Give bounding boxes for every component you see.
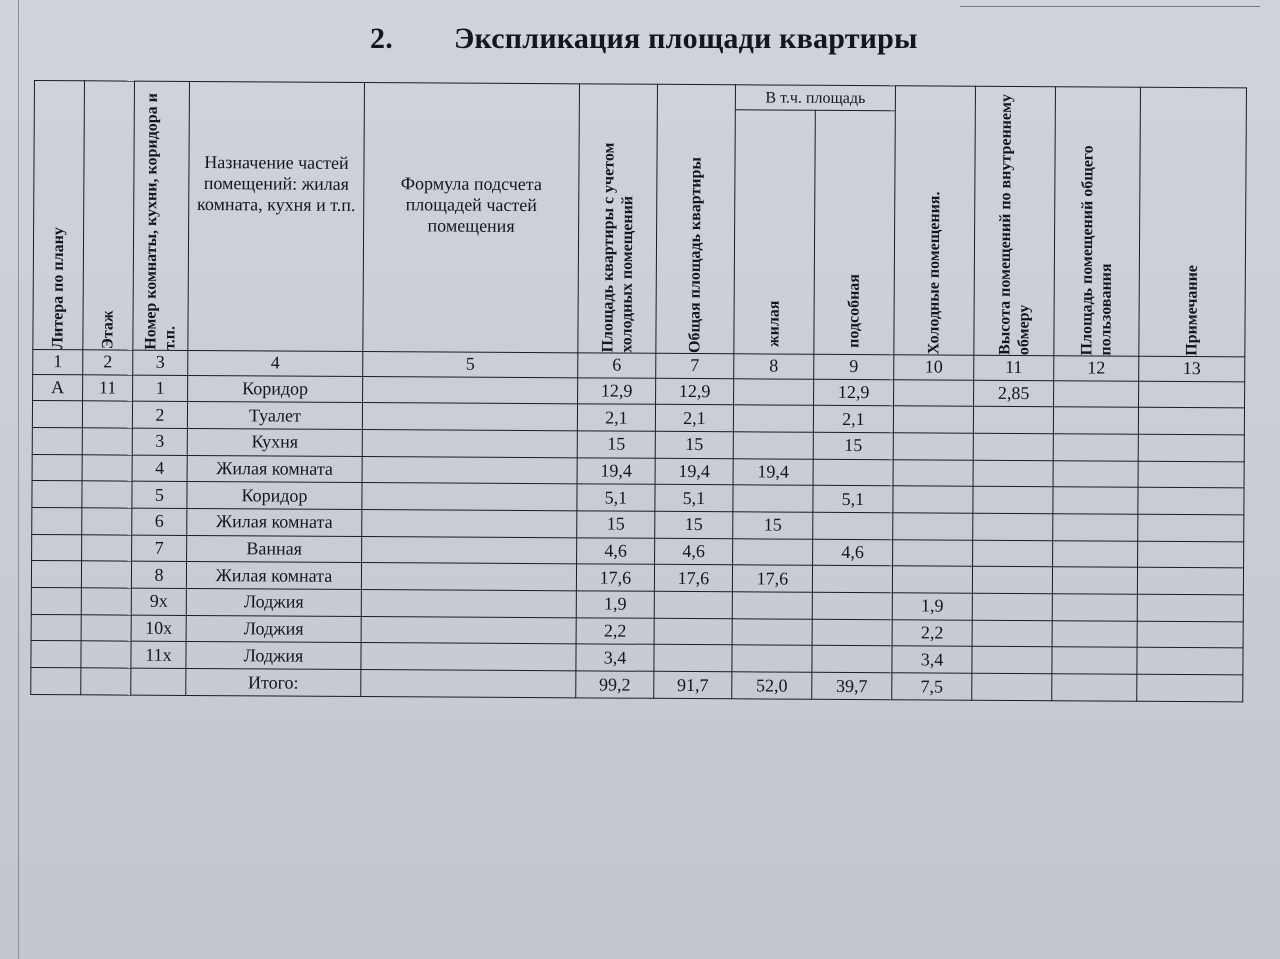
header-row-1 — [34, 81, 1246, 113]
cell-note — [1138, 408, 1244, 435]
cell-height — [973, 433, 1053, 460]
cell-note — [1138, 434, 1244, 461]
cell-cold-rooms — [893, 459, 973, 486]
cell-naznachenie: Туалет — [187, 402, 362, 430]
cell-etazh — [81, 668, 131, 695]
column-number: 11 — [974, 355, 1054, 380]
cell-naznachenie: Жилая комната — [187, 508, 362, 536]
cell-area-living — [732, 619, 812, 646]
cell-cold-rooms — [893, 539, 973, 566]
column-number: 2 — [83, 350, 133, 375]
cell-area-living — [733, 432, 813, 459]
header-obshchaya: Общая площадь квартиры — [656, 84, 736, 353]
cell-area-auxiliary: 4,6 — [813, 539, 893, 566]
cell-area-total-cold: 3,4 — [576, 644, 654, 671]
cell-area-living: 19,4 — [733, 458, 813, 485]
cell-naznachenie: Жилая комната — [187, 455, 362, 483]
cell-note — [1137, 621, 1243, 648]
cell-height — [972, 593, 1052, 620]
cell-cold-rooms — [892, 566, 972, 593]
cell-nomer: 1 — [133, 375, 188, 402]
cell-nomer: 3 — [132, 428, 187, 455]
cell-area-auxiliary — [812, 566, 892, 593]
cell-litera — [32, 401, 82, 428]
header-etazh: Этаж — [83, 81, 135, 350]
cell-area-living — [732, 645, 812, 672]
cell-litera — [31, 641, 81, 668]
page-edge — [18, 0, 19, 959]
cell-area-living: 15 — [733, 512, 813, 539]
cell-common-area — [1053, 407, 1138, 434]
cell-area-auxiliary — [813, 459, 893, 486]
cell-naznachenie: Итого: — [186, 669, 361, 697]
cell-etazh — [82, 481, 132, 508]
header-holodnye: Холодные помещения. — [894, 86, 976, 355]
cell-height — [972, 673, 1052, 700]
cell-area-total-cold: 15 — [577, 511, 655, 538]
cell-litera — [32, 427, 82, 454]
column-number: 5 — [363, 352, 578, 378]
cell-cold-rooms — [893, 486, 973, 513]
cell-etazh: 11 — [83, 374, 133, 401]
cell-height — [973, 487, 1053, 514]
header-naznachenie: Назначение частей помещений: жилая комната, кухня и т.п. — [188, 81, 365, 351]
cell-area-total-cold: 4,6 — [577, 538, 655, 565]
cell-formula — [361, 643, 576, 671]
cell-common-area — [1052, 594, 1137, 621]
header-v-tch: В т.ч. площадь — [735, 85, 895, 111]
cell-naznachenie: Жилая комната — [186, 562, 361, 590]
cell-area-total-cold: 2,1 — [577, 404, 655, 431]
cell-area-total-cold: 99,2 — [576, 671, 654, 698]
cell-etazh — [82, 428, 132, 455]
cell-formula — [363, 376, 578, 404]
cell-etazh — [82, 508, 132, 535]
column-number: 13 — [1139, 356, 1245, 381]
cell-area-total: 17,6 — [654, 565, 732, 592]
cell-common-area — [1053, 434, 1138, 461]
section-number: 2. — [370, 22, 393, 55]
cell-litera — [31, 588, 81, 615]
cell-area-living — [733, 405, 813, 432]
cell-nomer: 11х — [131, 642, 186, 669]
cell-area-total: 5,1 — [655, 485, 733, 512]
cell-area-auxiliary — [812, 646, 892, 673]
cell-cold-rooms — [894, 379, 974, 406]
cell-formula — [361, 616, 576, 644]
cell-area-total — [654, 645, 732, 672]
cell-area-auxiliary: 2,1 — [813, 406, 893, 433]
cell-naznachenie: Коридор — [188, 375, 363, 403]
cell-formula — [361, 563, 576, 591]
cell-height — [973, 513, 1053, 540]
cell-height — [972, 620, 1052, 647]
column-number: 7 — [656, 353, 734, 378]
cell-etazh — [82, 534, 132, 561]
cell-area-living: 17,6 — [732, 565, 812, 592]
cell-litera — [31, 561, 81, 588]
cell-height — [973, 406, 1053, 433]
header-obshchego: Площадь помещений общего пользования — [1054, 87, 1141, 357]
cell-naznachenie: Коридор — [187, 482, 362, 510]
cell-formula — [361, 590, 576, 618]
cell-litera: А — [33, 374, 83, 401]
cell-naznachenie: Ванная — [187, 535, 362, 563]
cell-area-total-cold: 12,9 — [578, 377, 656, 404]
cell-cold-rooms: 2,2 — [892, 620, 972, 647]
cell-formula — [361, 670, 576, 698]
cell-height — [972, 647, 1052, 674]
cell-nomer: 10х — [131, 615, 186, 642]
cell-nomer: 6 — [132, 508, 187, 535]
cell-common-area — [1052, 674, 1137, 701]
cell-area-total: 15 — [655, 511, 733, 538]
cell-area-auxiliary: 39,7 — [812, 672, 892, 699]
cell-area-total-cold: 17,6 — [576, 564, 654, 591]
column-number: 3 — [133, 350, 188, 375]
section-title: Экспликация площади квартиры — [454, 22, 918, 55]
column-number: 10 — [894, 355, 974, 380]
cell-note — [1138, 514, 1244, 541]
column-number: 9 — [814, 354, 894, 379]
cell-cold-rooms — [893, 433, 973, 460]
cell-note — [1137, 648, 1243, 675]
cell-area-living — [733, 485, 813, 512]
cell-litera — [31, 614, 81, 641]
cell-note — [1137, 674, 1243, 702]
cell-cold-rooms: 1,9 — [892, 593, 972, 620]
cell-common-area — [1054, 380, 1139, 407]
cell-note — [1137, 594, 1243, 621]
cell-formula — [362, 456, 577, 484]
cell-area-total: 2,1 — [655, 405, 733, 432]
cell-area-total-cold: 2,2 — [576, 618, 654, 645]
top-rule — [960, 6, 1260, 7]
column-number: 4 — [188, 350, 363, 376]
cell-naznachenie: Лоджия — [186, 589, 361, 617]
header-primechanie: Примечание — [1139, 87, 1247, 357]
cell-cold-rooms — [893, 406, 973, 433]
header-ploshchad: Площадь квартиры с учетом холодных помещений — [578, 84, 658, 353]
cell-etazh — [81, 561, 131, 588]
cell-area-auxiliary — [812, 592, 892, 619]
cell-area-total: 91,7 — [654, 671, 732, 698]
cell-nomer: 7 — [132, 535, 187, 562]
cell-area-auxiliary: 12,9 — [814, 379, 894, 406]
cell-nomer: 8 — [131, 561, 186, 588]
cell-etazh — [82, 401, 132, 428]
explication-table — [30, 80, 1247, 702]
column-number: 12 — [1054, 356, 1139, 381]
cell-area-auxiliary — [813, 512, 893, 539]
cell-etazh — [81, 588, 131, 615]
cell-nomer: 4 — [132, 455, 187, 482]
cell-etazh — [81, 615, 131, 642]
cell-area-total: 4,6 — [655, 538, 733, 565]
cell-height — [972, 567, 1052, 594]
cell-cold-rooms: 7,5 — [892, 673, 972, 700]
cell-area-auxiliary: 5,1 — [813, 486, 893, 513]
cell-common-area — [1053, 540, 1138, 567]
cell-litera — [32, 454, 82, 481]
cell-height: 2,85 — [974, 380, 1054, 407]
header-vysota: Высота помещений по внутреннему обмеру — [974, 86, 1056, 355]
column-number: 1 — [33, 349, 83, 374]
cell-formula — [362, 510, 577, 538]
cell-naznachenie: Лоджия — [186, 642, 361, 670]
cell-formula — [362, 429, 577, 457]
cell-formula — [362, 403, 577, 431]
cell-nomer: 9х — [131, 588, 186, 615]
cell-litera — [32, 481, 82, 508]
cell-note — [1138, 541, 1244, 568]
cell-litera — [32, 507, 82, 534]
cell-note — [1137, 568, 1243, 595]
cell-note — [1138, 461, 1244, 488]
cell-area-auxiliary: 15 — [813, 432, 893, 459]
cell-note — [1138, 488, 1244, 515]
cell-formula — [362, 536, 577, 564]
document-title — [370, 22, 918, 56]
cell-area-total-cold: 5,1 — [577, 484, 655, 511]
cell-area-living — [734, 378, 814, 405]
cell-note — [1139, 381, 1245, 408]
cell-area-total: 19,4 — [655, 458, 733, 485]
column-number: 8 — [734, 354, 814, 379]
cell-cold-rooms: 3,4 — [892, 646, 972, 673]
cell-area-total — [654, 618, 732, 645]
cell-etazh — [81, 641, 131, 668]
cell-naznachenie: Кухня — [187, 428, 362, 456]
cell-cold-rooms — [893, 513, 973, 540]
cell-naznachenie: Лоджия — [186, 615, 361, 643]
cell-area-total: 15 — [655, 431, 733, 458]
header-litera: Литера по плану — [33, 81, 85, 350]
cell-etazh — [82, 454, 132, 481]
cell-area-total-cold: 19,4 — [577, 457, 655, 484]
cell-area-total — [654, 591, 732, 618]
cell-litera — [31, 668, 81, 695]
cell-common-area — [1052, 647, 1137, 674]
header-zhilaya: жилая — [734, 110, 815, 354]
cell-nomer: 2 — [132, 401, 187, 428]
cell-nomer: 5 — [132, 481, 187, 508]
cell-area-living: 52,0 — [732, 672, 812, 699]
cell-nomer — [131, 668, 186, 695]
column-number: 6 — [578, 353, 656, 378]
cell-area-auxiliary — [812, 619, 892, 646]
cell-area-total-cold: 1,9 — [576, 591, 654, 618]
cell-area-total: 12,9 — [656, 378, 734, 405]
header-formula: Формула подсчета площадей частей помещения — [363, 83, 580, 353]
cell-common-area — [1052, 567, 1137, 594]
cell-common-area — [1052, 620, 1137, 647]
cell-area-living — [733, 538, 813, 565]
cell-area-total-cold: 15 — [577, 431, 655, 458]
header-podsobnaya: подсобная — [814, 110, 896, 354]
cell-common-area — [1053, 460, 1138, 487]
header-nomer: Номер комнаты, кухни, коридора и т.п. — [133, 81, 190, 350]
cell-common-area — [1053, 514, 1138, 541]
cell-area-living — [732, 592, 812, 619]
cell-formula — [362, 483, 577, 511]
cell-height — [973, 540, 1053, 567]
cell-height — [973, 460, 1053, 487]
cell-common-area — [1053, 487, 1138, 514]
cell-litera — [32, 534, 82, 561]
